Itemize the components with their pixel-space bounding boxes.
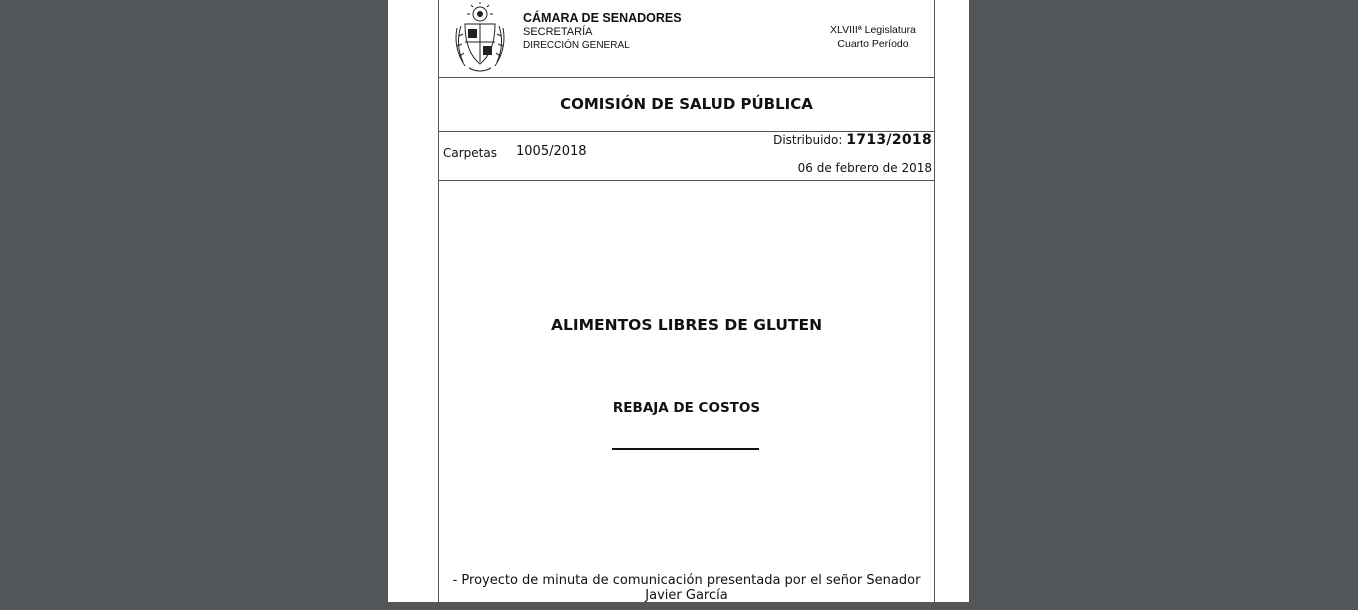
description-line-2: Javier García bbox=[645, 588, 728, 603]
coat-of-arms-icon bbox=[451, 2, 509, 76]
divider bbox=[439, 180, 934, 181]
document-page bbox=[388, 0, 969, 602]
distribution-date: 06 de febrero de 2018 bbox=[797, 161, 932, 175]
distribuido bbox=[773, 132, 932, 148]
committee-title: COMISIÓN DE SALUD PÚBLICA bbox=[560, 95, 813, 113]
org-subtitle: SECRETARÍA bbox=[523, 26, 593, 38]
carpetas-value: 1005/2018 bbox=[516, 144, 587, 159]
document-frame bbox=[438, 0, 935, 610]
description-line-1: - Proyecto de minuta de comunicación presentada por el señor Senador bbox=[452, 573, 921, 588]
distribuido-label: Distribuido: bbox=[773, 133, 847, 147]
legislature-label: XLVIIIª Legislatura bbox=[830, 24, 916, 36]
org-department: DIRECCIÓN GENERAL bbox=[523, 40, 630, 51]
org-block bbox=[523, 11, 682, 53]
document-subtitle: REBAJA DE COSTOS bbox=[612, 400, 761, 416]
divider bbox=[439, 77, 934, 78]
document-description bbox=[449, 573, 924, 603]
title-underline bbox=[612, 448, 759, 450]
legislature-block bbox=[830, 23, 916, 51]
period-label: Cuarto Período bbox=[837, 38, 909, 50]
carpetas-label: Carpetas bbox=[443, 146, 497, 160]
document-title: ALIMENTOS LIBRES DE GLUTEN bbox=[550, 316, 823, 334]
distribuido-value: 1713/2018 bbox=[846, 132, 932, 148]
org-title: CÁMARA DE SENADORES bbox=[523, 11, 682, 25]
